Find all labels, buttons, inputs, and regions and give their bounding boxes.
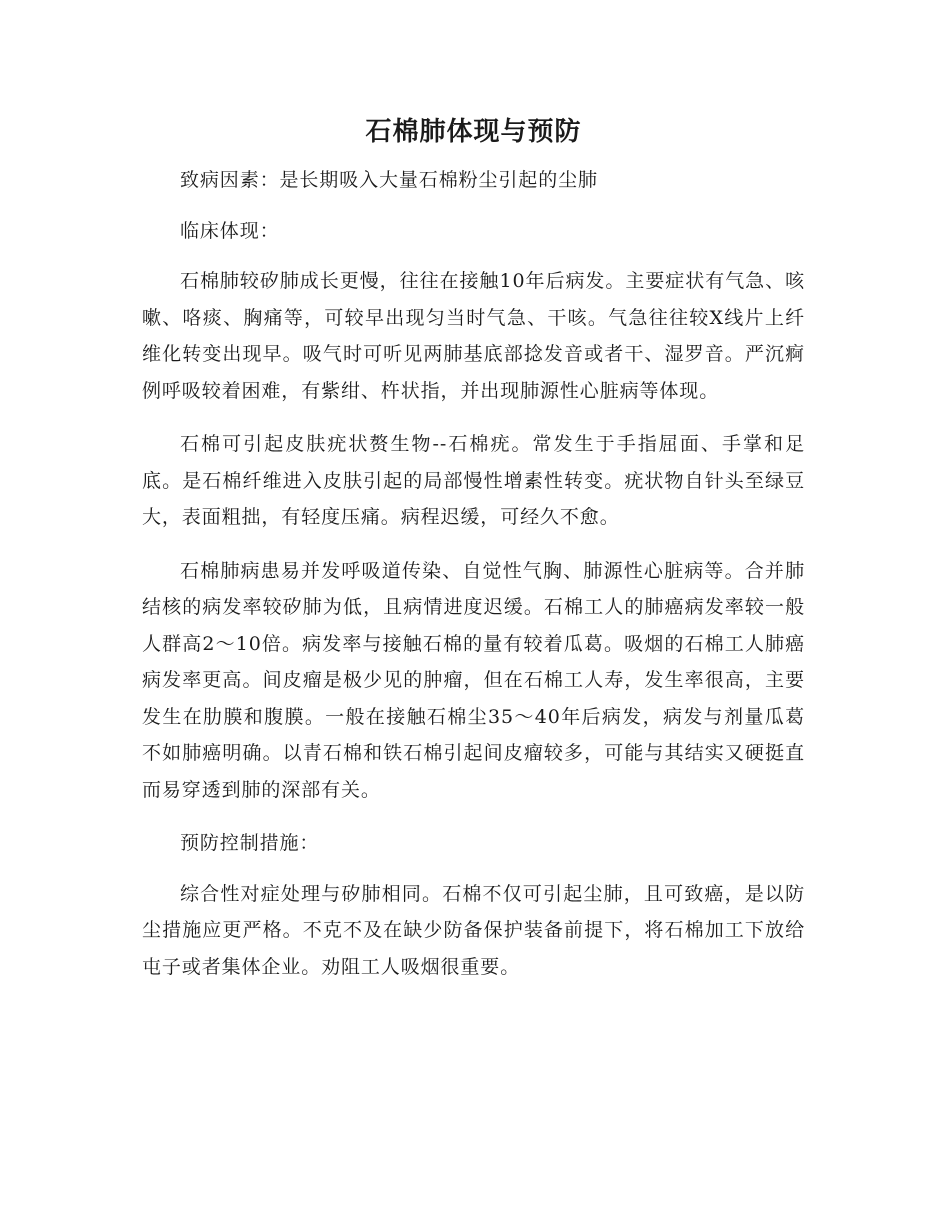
paragraph-prevention-heading: 预防控制措施： [180, 832, 320, 854]
document-page [142, 112, 805, 1002]
paragraph-complications: 石棉肺病患易并发呼吸道传染、自觉性气胸、肺源性心脏病等。合并肺结核的病发率较矽肺为低，且病情进度迟缓。石棉工人的肺癌病发率较一般人群高2～10倍。病发率与接触石棉的量有较着瓜葛。吸烟的石棉工人肺癌病发率更高。间皮瘤是极少见的肿瘤，但在石棉工人寿，发生率很高，主要发生在肋膜和腹膜。一般在接触石棉尘35～40年后病发，病发与剂量瓜葛不如肺癌明确。以青石棉和铁石棉引起间皮瘤较多，可能与其结实又硬挺直而易穿透到肺的深部有关。 [142, 559, 805, 801]
paragraph-symptoms: 石棉肺较矽肺成长更慢，往往在接触10年后病发。主要症状有气急、咳嗽、咯痰、胸痛等，可较早出现匀当时气急、干咳。气急往往较X线片上纤维化转变出现早。吸气时可听见两肺基底部捻发音或者干、湿罗音。严沉痾例呼吸较着困难，有紫绀、杵状指，并出现肺源性心脏病等体现。 [142, 270, 805, 402]
paragraph-clinical-heading: 临床体现： [180, 219, 280, 242]
paragraph-skin-warts: 石棉可引起皮肤疣状赘生物--石棉疣。常发生于手指屈面、手掌和足底。是石棉纤维进入皮肤引起的局部慢性增素性转变。疣状物自针头至绿豆大，表面粗拙，有轻度压痛。病程迟缓，可经久不愈。 [142, 433, 805, 528]
document-title: 石棉肺体现与预防 [365, 117, 582, 147]
paragraph-prevention: 综合性对症处理与矽肺相同。石棉不仅可引起尘肺，且可致癌，是以防尘措施应更严格。不克不及在缺少防备保护装备前提下，将石棉加工下放给屯子或者集体企业。劝阻工人吸烟很重要。 [142, 882, 805, 978]
paragraph-cause: 致病因素：是长期吸入大量石棉粉尘引起的尘肺 [180, 169, 598, 191]
